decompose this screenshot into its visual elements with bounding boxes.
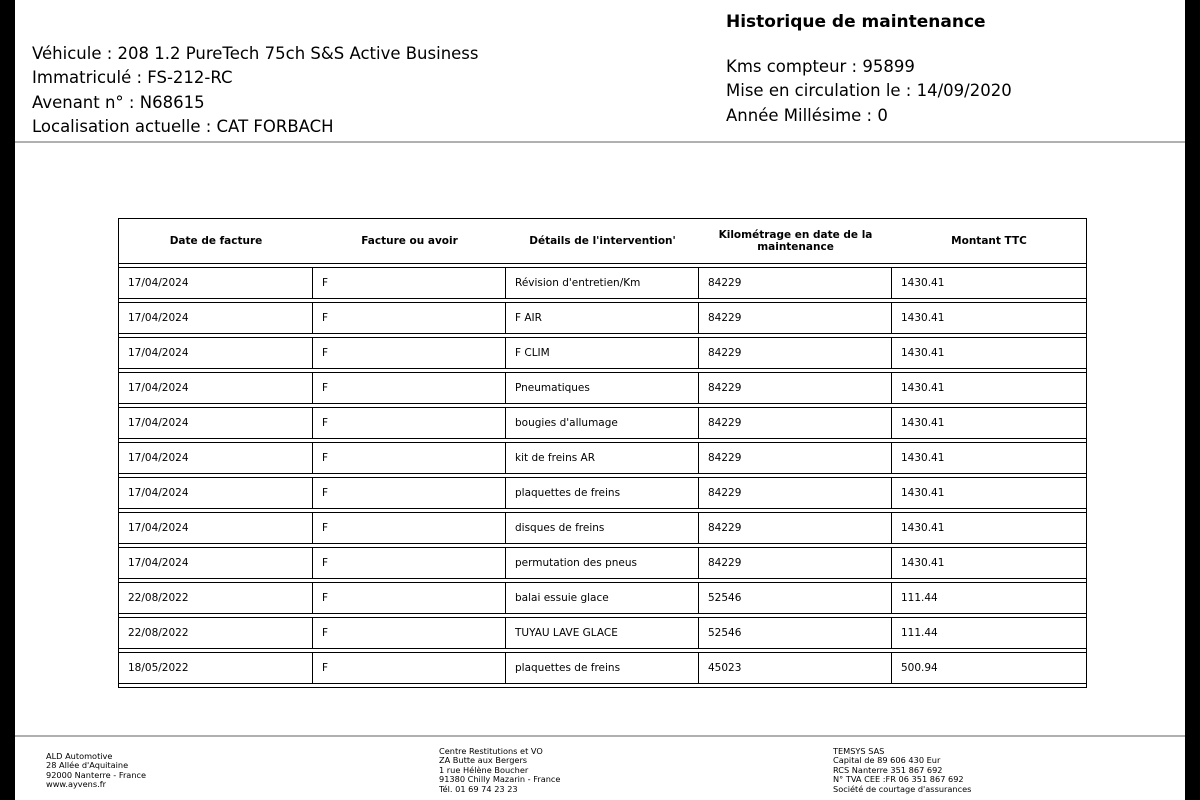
footer-phone: Tél. 01 69 74 23 23 <box>439 783 518 794</box>
amount-cell: 1430.41 <box>892 547 1086 579</box>
amount-cell: 111.44 <box>892 617 1086 649</box>
column-header-invoice-type: Facture ou avoir <box>313 219 506 264</box>
table-row <box>119 617 1086 649</box>
intervention-cell: plaquettes de freins <box>506 652 699 684</box>
intervention-cell: TUYAU LAVE GLACE <box>506 617 699 649</box>
page-title: Historique de maintenance <box>726 12 986 32</box>
invoice-date-cell: 17/04/2024 <box>119 267 313 299</box>
invoice-type-cell: F <box>313 512 506 544</box>
intervention-cell: F CLIM <box>506 337 699 369</box>
column-header-mileage: Kilométrage en date de la maintenance <box>699 219 892 264</box>
invoice-type-cell: F <box>313 652 506 684</box>
invoice-type-cell: F <box>313 582 506 614</box>
intervention-cell: F AIR <box>506 302 699 334</box>
amount-cell: 1430.41 <box>892 407 1086 439</box>
intervention-cell: bougies d'allumage <box>506 407 699 439</box>
footer-line: Capital de 89 606 430 Eur <box>833 755 941 766</box>
column-header-intervention: Détails de l'intervention' <box>506 219 699 264</box>
footer-line: 1 rue Hélène Boucher <box>439 764 529 775</box>
mileage-cell: 84229 <box>699 442 892 474</box>
footer-company-address <box>46 752 146 790</box>
footer-return-center <box>439 747 560 794</box>
document-page <box>15 0 1185 800</box>
footer-line: 91380 Chilly Mazarin - France <box>439 774 561 785</box>
invoice-date-cell: 22/08/2022 <box>119 617 313 649</box>
maintenance-table <box>118 218 1087 688</box>
mileage-cell: 84229 <box>699 302 892 334</box>
invoice-date-cell: 17/04/2024 <box>119 302 313 334</box>
invoice-date-cell: 17/04/2024 <box>119 372 313 404</box>
row-separator-cell <box>119 684 1086 687</box>
intervention-cell: permutation des pneus <box>506 547 699 579</box>
invoice-type-cell: F <box>313 617 506 649</box>
mileage-cell: 84229 <box>699 547 892 579</box>
mileage-cell: 84229 <box>699 477 892 509</box>
intervention-cell: disques de freins <box>506 512 699 544</box>
amount-cell: 1430.41 <box>892 442 1086 474</box>
vintage-year: Année Millésime : 0 <box>726 105 888 125</box>
invoice-type-cell: F <box>313 407 506 439</box>
intervention-cell: plaquettes de freins <box>506 477 699 509</box>
footer-divider <box>15 735 1185 737</box>
amount-cell: 1430.41 <box>892 267 1086 299</box>
intervention-cell: kit de freins AR <box>506 442 699 474</box>
vehicle-registration: Immatriculé : FS-212-RC <box>32 68 233 88</box>
row-separator <box>119 684 1086 687</box>
table-row <box>119 547 1086 579</box>
invoice-date-cell: 17/04/2024 <box>119 337 313 369</box>
table-row <box>119 302 1086 334</box>
footer-line: ZA Butte aux Bergers <box>439 755 528 766</box>
footer-line: RCS Nanterre 351 867 692 <box>833 764 943 775</box>
table-row <box>119 477 1086 509</box>
table-row <box>119 512 1086 544</box>
column-header-amount: Montant TTC <box>892 219 1086 264</box>
footer-line: 92000 Nanterre - France <box>46 769 147 780</box>
vehicle-info <box>32 42 479 139</box>
invoice-type-cell: F <box>313 547 506 579</box>
amount-cell: 1430.41 <box>892 372 1086 404</box>
footer-website: www.ayvens.fr <box>46 779 106 790</box>
invoice-date-cell: 17/04/2024 <box>119 512 313 544</box>
intervention-cell: Révision d'entretien/Km <box>506 267 699 299</box>
table-row <box>119 372 1086 404</box>
mileage-cell: 52546 <box>699 582 892 614</box>
invoice-type-cell: F <box>313 372 506 404</box>
table-row <box>119 442 1086 474</box>
amount-cell: 500.94 <box>892 652 1086 684</box>
intervention-cell: Pneumatiques <box>506 372 699 404</box>
invoice-date-cell: 22/08/2022 <box>119 582 313 614</box>
mileage-cell: 84229 <box>699 337 892 369</box>
amount-cell: 1430.41 <box>892 337 1086 369</box>
mileage-cell: 52546 <box>699 617 892 649</box>
invoice-date-cell: 17/04/2024 <box>119 407 313 439</box>
mileage-cell: 84229 <box>699 407 892 439</box>
invoice-date-cell: 18/05/2022 <box>119 652 313 684</box>
invoice-type-cell: F <box>313 267 506 299</box>
footer-legal-info <box>833 747 971 794</box>
vehicle-amendment: Avenant n° : N68615 <box>32 92 205 112</box>
vehicle-model: Véhicule : 208 1.2 PureTech 75ch S&S Active Business <box>32 44 479 63</box>
first-registration-date: Mise en circulation le : 14/09/2020 <box>726 81 1012 101</box>
odometer-reading: Kms compteur : 95899 <box>726 57 915 76</box>
table-row <box>119 337 1086 369</box>
amount-cell: 1430.41 <box>892 302 1086 334</box>
footer-line: ALD Automotive <box>46 751 113 761</box>
footer-line: TEMSYS SAS <box>833 746 885 756</box>
amount-cell: 1430.41 <box>892 512 1086 544</box>
table-row <box>119 267 1086 299</box>
intervention-cell: balai essuie glace <box>506 582 699 614</box>
table-body <box>119 264 1086 687</box>
vehicle-location: Localisation actuelle : CAT FORBACH <box>32 116 334 136</box>
column-header-invoice-date: Date de facture <box>119 219 313 264</box>
footer-line: Centre Restitutions et VO <box>439 746 543 756</box>
invoice-type-cell: F <box>313 337 506 369</box>
table-header-row <box>119 219 1086 264</box>
table-row <box>119 407 1086 439</box>
mileage-cell: 84229 <box>699 512 892 544</box>
invoice-type-cell: F <box>313 477 506 509</box>
amount-cell: 111.44 <box>892 582 1086 614</box>
invoice-date-cell: 17/04/2024 <box>119 442 313 474</box>
mileage-cell: 45023 <box>699 652 892 684</box>
footer-line: Société de courtage d'assurances <box>833 783 972 794</box>
table-row <box>119 582 1086 614</box>
header-divider <box>15 141 1185 143</box>
amount-cell: 1430.41 <box>892 477 1086 509</box>
table-row <box>119 652 1086 684</box>
history-meta <box>726 55 1012 128</box>
footer-line: N° TVA CEE :FR 06 351 867 692 <box>833 774 964 785</box>
invoice-date-cell: 17/04/2024 <box>119 547 313 579</box>
mileage-cell: 84229 <box>699 372 892 404</box>
invoice-type-cell: F <box>313 302 506 334</box>
invoice-type-cell: F <box>313 442 506 474</box>
footer-line: 28 Allée d'Aquitaine <box>46 760 129 771</box>
mileage-cell: 84229 <box>699 267 892 299</box>
invoice-date-cell: 17/04/2024 <box>119 477 313 509</box>
